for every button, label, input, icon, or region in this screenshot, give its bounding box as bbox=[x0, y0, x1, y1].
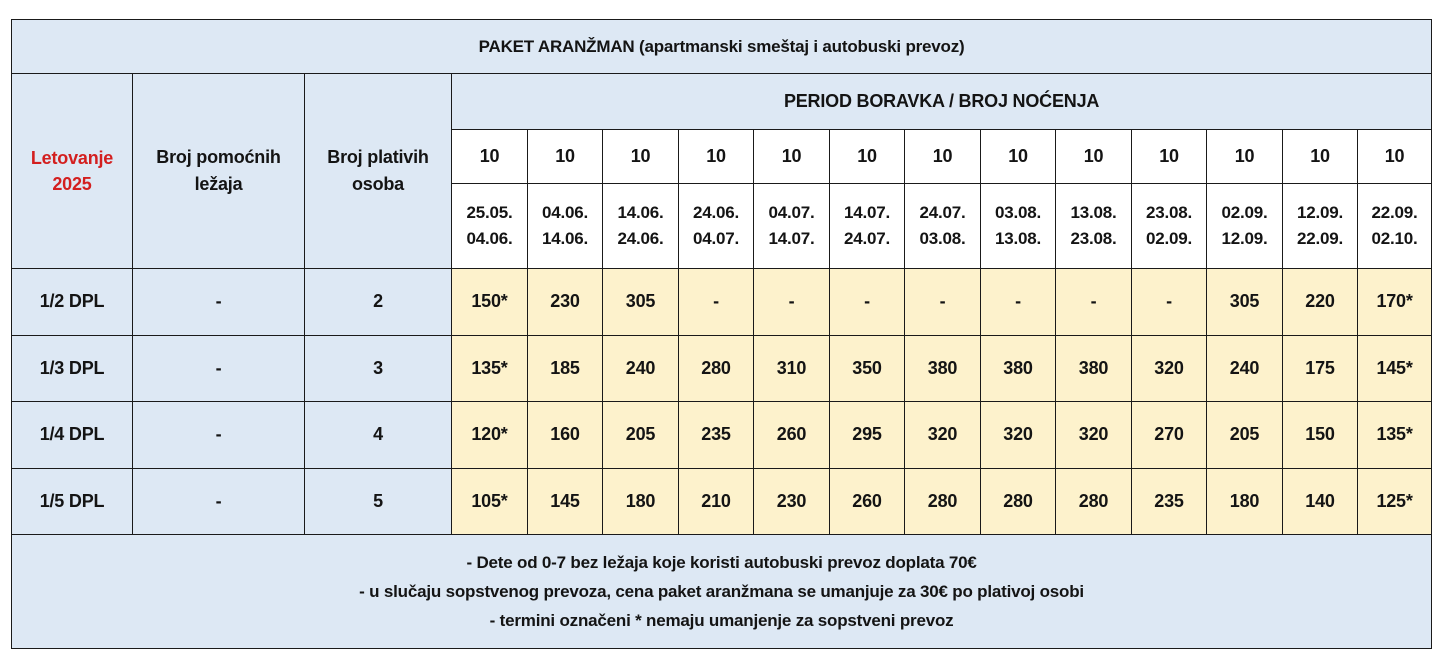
room-type-label: 1/2 DPL bbox=[12, 269, 133, 336]
header-period: PERIOD BORAVKA / BROJ NOĆENJA bbox=[452, 74, 1432, 130]
period-start-date: 03.08. bbox=[994, 203, 1042, 222]
price-row bbox=[12, 402, 1432, 469]
price-cell: 105* bbox=[452, 468, 528, 535]
paying-persons-cell: 5 bbox=[305, 468, 452, 535]
price-cell: 280 bbox=[981, 468, 1056, 535]
price-cell: 145 bbox=[528, 468, 603, 535]
price-cell: - bbox=[1056, 269, 1132, 336]
period-start-date: 12.09. bbox=[1296, 203, 1344, 222]
paying-persons-cell: 4 bbox=[305, 402, 452, 469]
price-cell: 135* bbox=[1358, 402, 1432, 469]
room-type-label: 1/5 DPL bbox=[12, 468, 133, 535]
price-cell: 280 bbox=[905, 468, 981, 535]
price-cell: 320 bbox=[1132, 335, 1207, 402]
room-type-label: 1/3 DPL bbox=[12, 335, 133, 402]
nights-cell: 10 bbox=[528, 130, 603, 184]
price-cell: 185 bbox=[528, 335, 603, 402]
period-start-date: 14.07. bbox=[843, 203, 891, 222]
header-row-period bbox=[12, 74, 1432, 130]
price-cell: 235 bbox=[1132, 468, 1207, 535]
period-date-cell bbox=[1132, 184, 1207, 269]
period-start-date: 02.09. bbox=[1221, 203, 1268, 222]
period-start-date: 25.05. bbox=[466, 203, 513, 222]
extra-beds-cell: - bbox=[133, 468, 305, 535]
nights-cell: 10 bbox=[1132, 130, 1207, 184]
period-end-date: 14.07. bbox=[768, 229, 815, 248]
period-date-cell bbox=[1056, 184, 1132, 269]
price-cell: 120* bbox=[452, 402, 528, 469]
nights-cell: 10 bbox=[830, 130, 905, 184]
period-end-date: 03.08. bbox=[919, 229, 966, 248]
price-cell: 135* bbox=[452, 335, 528, 402]
price-cell: 380 bbox=[981, 335, 1056, 402]
period-start-date: 04.06. bbox=[541, 203, 589, 222]
price-cell: 320 bbox=[1056, 402, 1132, 469]
period-start-date: 04.07. bbox=[768, 203, 815, 222]
header-beds bbox=[133, 74, 305, 269]
price-cell: 205 bbox=[603, 402, 679, 469]
price-cell: 145* bbox=[1358, 335, 1432, 402]
note-asterisk: - termini označeni * nemaju umanjenje za sopstveni prevoz bbox=[489, 611, 954, 630]
price-cell: 380 bbox=[1056, 335, 1132, 402]
price-cell: 170* bbox=[1358, 269, 1432, 336]
period-start-date: 23.08. bbox=[1145, 203, 1193, 222]
header-beds-line-1: Broj pomoćnih bbox=[156, 147, 281, 167]
price-cell: 240 bbox=[603, 335, 679, 402]
price-cell: 220 bbox=[1283, 269, 1358, 336]
price-cell: 380 bbox=[905, 335, 981, 402]
price-row bbox=[12, 269, 1432, 336]
table-title: PAKET ARANŽMAN (apartmanski smeštaj i autobuski prevoz) bbox=[12, 20, 1432, 74]
price-cell: 140 bbox=[1283, 468, 1358, 535]
price-cell: 180 bbox=[1207, 468, 1283, 535]
period-date-cell bbox=[981, 184, 1056, 269]
period-date-cell bbox=[754, 184, 830, 269]
period-end-date: 23.08. bbox=[1070, 229, 1117, 248]
price-cell: 270 bbox=[1132, 402, 1207, 469]
extra-beds-cell: - bbox=[133, 269, 305, 336]
nights-cell: 10 bbox=[603, 130, 679, 184]
period-start-date: 14.06. bbox=[617, 203, 664, 222]
extra-beds-cell: - bbox=[133, 402, 305, 469]
price-cell: 180 bbox=[603, 468, 679, 535]
price-cell: 235 bbox=[679, 402, 754, 469]
price-cell: 205 bbox=[1207, 402, 1283, 469]
nights-cell: 10 bbox=[679, 130, 754, 184]
price-cell: 150 bbox=[1283, 402, 1358, 469]
price-cell: 320 bbox=[981, 402, 1056, 469]
header-persons bbox=[305, 74, 452, 269]
nights-cell: 10 bbox=[1207, 130, 1283, 184]
notes-cell bbox=[12, 535, 1432, 649]
room-type-label: 1/4 DPL bbox=[12, 402, 133, 469]
period-end-date: 24.07. bbox=[843, 229, 891, 248]
period-end-date: 12.09. bbox=[1221, 229, 1268, 248]
paying-persons-cell: 2 bbox=[305, 269, 452, 336]
period-date-cell bbox=[452, 184, 528, 269]
price-cell: 350 bbox=[830, 335, 905, 402]
price-cell: - bbox=[830, 269, 905, 336]
period-date-cell bbox=[905, 184, 981, 269]
period-end-date: 13.08. bbox=[994, 229, 1042, 248]
price-cell: 310 bbox=[754, 335, 830, 402]
header-beds-line-2: ležaja bbox=[194, 174, 243, 194]
extra-beds-cell: - bbox=[133, 335, 305, 402]
price-cell: - bbox=[905, 269, 981, 336]
nights-cell: 10 bbox=[905, 130, 981, 184]
season-label-line-2: 2025 bbox=[52, 174, 92, 194]
period-end-date: 04.07. bbox=[692, 229, 740, 248]
period-date-cell bbox=[603, 184, 679, 269]
nights-cell: 10 bbox=[754, 130, 830, 184]
price-cell: 175 bbox=[1283, 335, 1358, 402]
period-date-cell bbox=[1283, 184, 1358, 269]
price-cell: 150* bbox=[452, 269, 528, 336]
nights-cell: 10 bbox=[1358, 130, 1432, 184]
price-cell: 280 bbox=[1056, 468, 1132, 535]
period-end-date: 24.06. bbox=[617, 229, 664, 248]
price-cell: 280 bbox=[679, 335, 754, 402]
header-persons-line-2: osoba bbox=[351, 174, 404, 194]
price-cell: 230 bbox=[528, 269, 603, 336]
period-end-date: 14.06. bbox=[541, 229, 589, 248]
season-label bbox=[12, 74, 133, 269]
period-start-date: 13.08. bbox=[1070, 203, 1117, 222]
period-start-date: 24.07. bbox=[919, 203, 966, 222]
price-row bbox=[12, 335, 1432, 402]
nights-cell: 10 bbox=[452, 130, 528, 184]
period-date-cell bbox=[528, 184, 603, 269]
nights-cell: 10 bbox=[1283, 130, 1358, 184]
note-child-supplement: - Dete od 0-7 bez ležaja koje koristi autobuski prevoz doplata 70€ bbox=[466, 553, 977, 572]
period-date-cell bbox=[830, 184, 905, 269]
price-cell: 160 bbox=[528, 402, 603, 469]
header-persons-line-1: Broj plativih bbox=[327, 147, 429, 167]
period-date-cell bbox=[1207, 184, 1283, 269]
price-cell: 240 bbox=[1207, 335, 1283, 402]
price-table bbox=[11, 19, 1432, 649]
paying-persons-cell: 3 bbox=[305, 335, 452, 402]
nights-cell: 10 bbox=[1056, 130, 1132, 184]
price-cell: 210 bbox=[679, 468, 754, 535]
season-label-line-1: Letovanje bbox=[30, 148, 114, 168]
price-cell: - bbox=[754, 269, 830, 336]
price-cell: 305 bbox=[1207, 269, 1283, 336]
price-cell: 260 bbox=[830, 468, 905, 535]
price-cell: 260 bbox=[754, 402, 830, 469]
price-cell: 230 bbox=[754, 468, 830, 535]
title-row bbox=[12, 20, 1432, 74]
price-cell: 125* bbox=[1358, 468, 1432, 535]
nights-cell: 10 bbox=[981, 130, 1056, 184]
price-cell: - bbox=[679, 269, 754, 336]
period-date-cell bbox=[1358, 184, 1432, 269]
period-end-date: 22.09. bbox=[1296, 229, 1344, 248]
period-end-date: 04.06. bbox=[466, 229, 513, 248]
note-own-transport: - u slučaju sopstvenog prevoza, cena paket aranžmana se umanjuje za 30€ po plativoj osobi bbox=[359, 582, 1084, 601]
price-cell: - bbox=[981, 269, 1056, 336]
price-row bbox=[12, 468, 1432, 535]
price-cell: 320 bbox=[905, 402, 981, 469]
price-cell: 295 bbox=[830, 402, 905, 469]
period-end-date: 02.10. bbox=[1371, 229, 1418, 248]
price-cell: 305 bbox=[603, 269, 679, 336]
period-start-date: 24.06. bbox=[692, 203, 740, 222]
price-cell: - bbox=[1132, 269, 1207, 336]
period-end-date: 02.09. bbox=[1145, 229, 1193, 248]
notes-row bbox=[12, 535, 1432, 649]
period-date-cell bbox=[679, 184, 754, 269]
period-start-date: 22.09. bbox=[1371, 203, 1418, 222]
